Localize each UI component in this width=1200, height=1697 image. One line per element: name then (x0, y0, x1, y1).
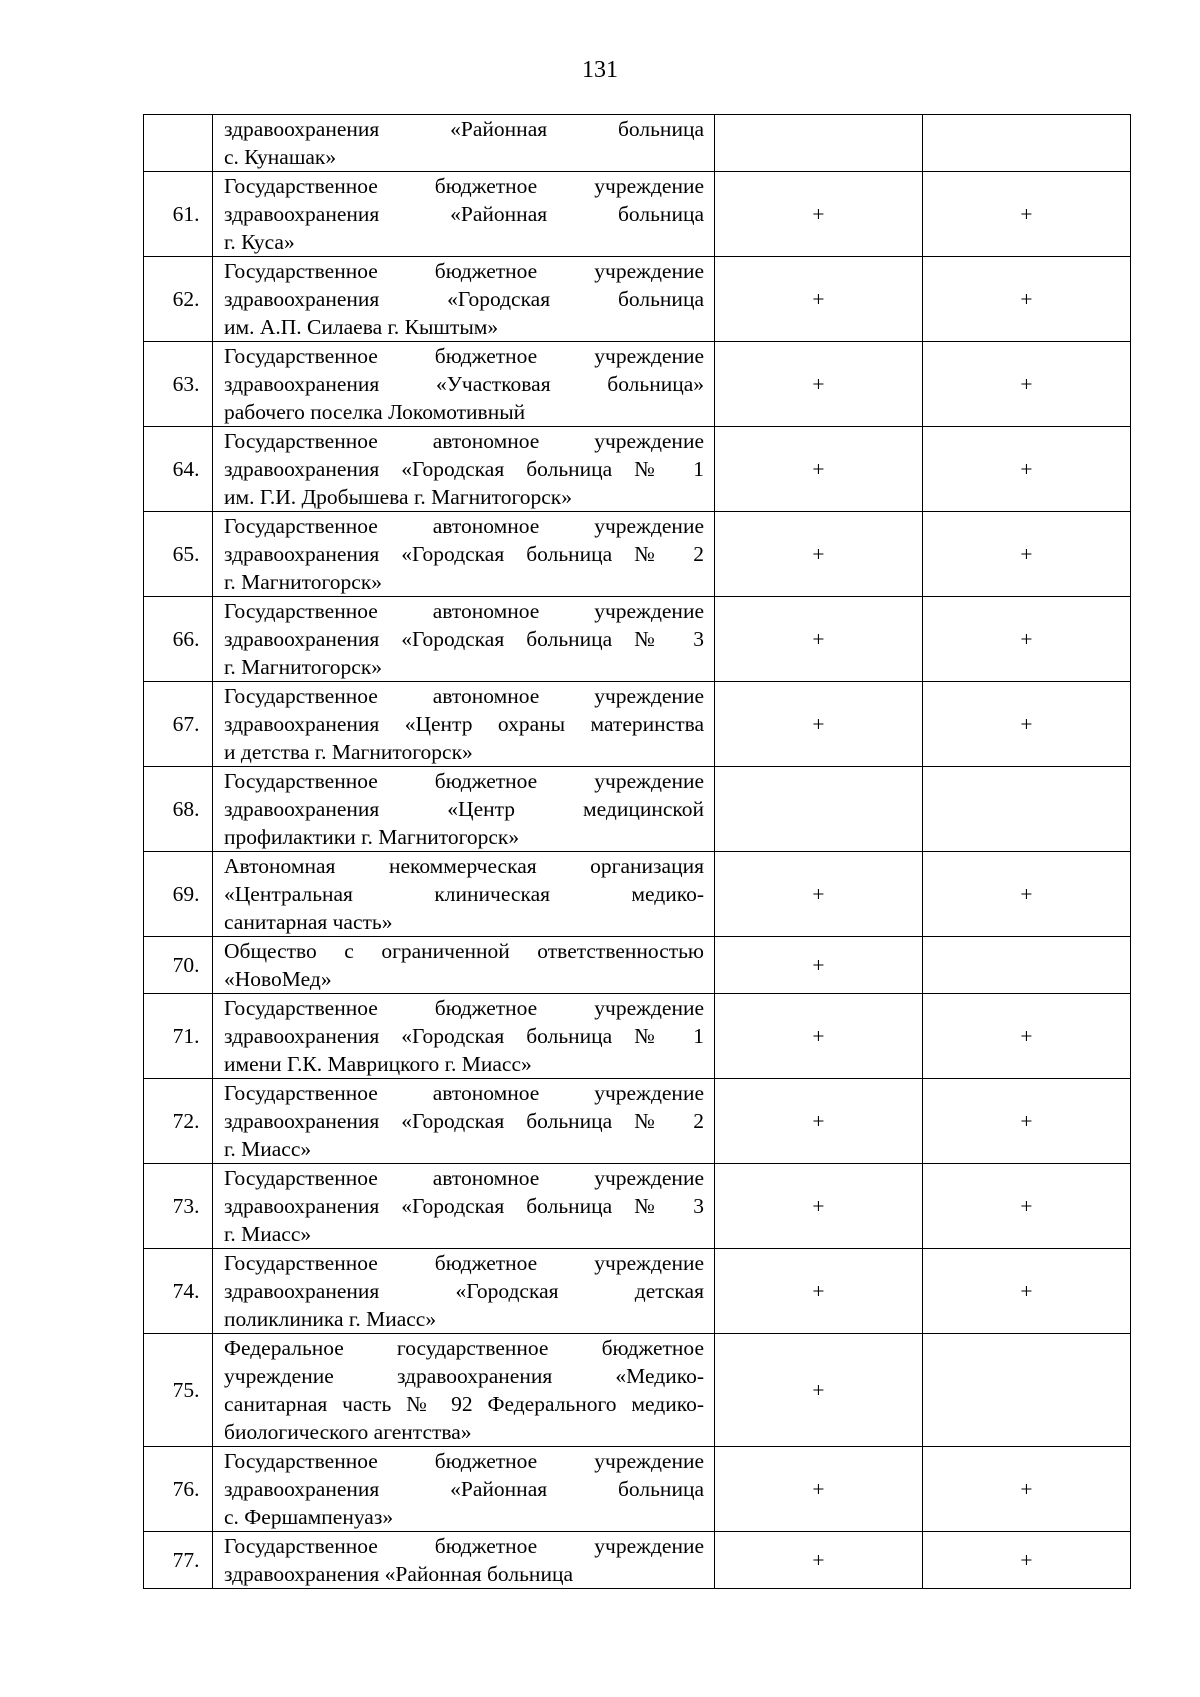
mark-column-2: + (923, 852, 1131, 937)
institution-name-line: здравоохранения «Городская больница № 3 (224, 1194, 704, 1218)
institution-name-line: учреждение здравоохранения «Медико- (224, 1364, 704, 1388)
institution-name-line: Государственное бюджетное учреждение (224, 1251, 704, 1275)
row-number: 61. (144, 172, 213, 257)
institution-name-line: Государственное бюджетное учреждение (224, 1449, 704, 1473)
institution-name-line: Государственное бюджетное учреждение (224, 1534, 704, 1558)
mark-column-2: + (923, 597, 1131, 682)
institution-name (213, 994, 715, 1079)
institution-name-line: здравоохранения «Городская больница № 1 (224, 1024, 704, 1048)
mark-column-1: + (715, 852, 923, 937)
institution-name-line: с. Кунашак» (224, 145, 337, 169)
institution-name-line: здравоохранения «Городская больница (224, 287, 704, 311)
institution-name-line: г. Миасс» (224, 1222, 312, 1246)
institution-name (213, 682, 715, 767)
institution-name-line: и детства г. Магнитогорск» (224, 740, 473, 764)
mark-column-1: + (715, 1164, 923, 1249)
institution-name (213, 172, 715, 257)
row-number: 62. (144, 257, 213, 342)
institution-name-line: Государственное бюджетное учреждение (224, 344, 704, 368)
institution-name (213, 852, 715, 937)
institution-name (213, 115, 715, 172)
institution-name-line: здравоохранения «Районная больница (224, 202, 704, 226)
institution-name-line: здравоохранения «Городская детская (224, 1279, 704, 1303)
institution-name (213, 1249, 715, 1334)
institution-name-line: с. Фершампенуаз» (224, 1505, 394, 1529)
institution-name (213, 1532, 715, 1589)
institution-name (213, 597, 715, 682)
institution-name-line: Государственное автономное учреждение (224, 684, 704, 708)
institution-name (213, 427, 715, 512)
institution-name-line: Государственное автономное учреждение (224, 1081, 704, 1105)
institution-name-line: здравоохранения «Центр медицинской (224, 797, 704, 821)
mark-column-1 (715, 767, 923, 852)
mark-column-2: + (923, 682, 1131, 767)
row-number: 63. (144, 342, 213, 427)
table-row (144, 172, 1131, 257)
institution-name-line: здравоохранения «Центр охраны материнства (224, 712, 704, 736)
institution-name-line: поликлиника г. Миасс» (224, 1307, 437, 1331)
table-row (144, 682, 1131, 767)
institution-name (213, 1164, 715, 1249)
institution-name-line: имени Г.К. Маврицкого г. Миасс» (224, 1052, 532, 1076)
institution-name (213, 1334, 715, 1447)
mark-column-2 (923, 767, 1131, 852)
table-row (144, 937, 1131, 994)
table-row (144, 257, 1131, 342)
mark-column-1: + (715, 597, 923, 682)
row-number: 68. (144, 767, 213, 852)
table-row (144, 1447, 1131, 1532)
mark-column-2: + (923, 172, 1131, 257)
institution-name-line: Общество с ограниченной ответственностью (224, 939, 704, 963)
institution-name-line: санитарная часть № 92 Федерального медико- (224, 1392, 704, 1416)
institution-name (213, 937, 715, 994)
row-number: 72. (144, 1079, 213, 1164)
table-row (144, 1532, 1131, 1589)
table-row (144, 512, 1131, 597)
mark-column-2: + (923, 1249, 1131, 1334)
mark-column-1: + (715, 1079, 923, 1164)
institution-name-line: здравоохранения «Городская больница № 1 (224, 457, 704, 481)
table-row (144, 767, 1131, 852)
mark-column-1: + (715, 512, 923, 597)
institution-name-line: «Центральная клиническая медико- (224, 882, 704, 906)
table-row (144, 994, 1131, 1079)
row-number: 65. (144, 512, 213, 597)
row-number: 73. (144, 1164, 213, 1249)
row-number: 75. (144, 1334, 213, 1447)
row-number (144, 115, 213, 172)
institution-name (213, 257, 715, 342)
institution-name (213, 342, 715, 427)
institution-name-line: здравоохранения «Районная больница (224, 1562, 573, 1586)
institutions-table (143, 114, 1131, 1589)
institution-name-line: здравоохранения «Участковая больница» (224, 372, 704, 396)
mark-column-2 (923, 937, 1131, 994)
mark-column-1: + (715, 1334, 923, 1447)
row-number: 66. (144, 597, 213, 682)
institution-name-line: санитарная часть» (224, 910, 393, 934)
mark-column-2: + (923, 1079, 1131, 1164)
institution-name-line: Государственное автономное учреждение (224, 514, 704, 538)
institution-name-line: г. Магнитогорск» (224, 570, 383, 594)
mark-column-1: + (715, 1447, 923, 1532)
table-row (144, 597, 1131, 682)
institution-name (213, 1447, 715, 1532)
institution-name (213, 1079, 715, 1164)
page-number: 131 (582, 57, 618, 83)
institution-name-line: профилактики г. Магнитогорск» (224, 825, 520, 849)
mark-column-1 (715, 115, 923, 172)
mark-column-2: + (923, 512, 1131, 597)
mark-column-2 (923, 1334, 1131, 1447)
institution-name-line: рабочего поселка Локомотивный (224, 400, 526, 424)
row-number: 64. (144, 427, 213, 512)
institution-name-line: Автономная некоммерческая организация (224, 854, 704, 878)
row-number: 70. (144, 937, 213, 994)
table-row (144, 342, 1131, 427)
institution-name (213, 767, 715, 852)
institution-name-line: Государственное автономное учреждение (224, 1166, 704, 1190)
row-number: 76. (144, 1447, 213, 1532)
institution-name-line: здравоохранения «Городская больница № 2 (224, 542, 704, 566)
table-row (144, 1334, 1131, 1447)
table-row (144, 1249, 1131, 1334)
table-row (144, 115, 1131, 172)
row-number: 74. (144, 1249, 213, 1334)
mark-column-1: + (715, 342, 923, 427)
institution-name (213, 512, 715, 597)
row-number: 67. (144, 682, 213, 767)
institution-name-line: Государственное бюджетное учреждение (224, 996, 704, 1020)
institution-name-line: здравоохранения «Районная больница (224, 1477, 704, 1501)
institution-name-line: г. Миасс» (224, 1137, 312, 1161)
mark-column-1: + (715, 427, 923, 512)
institution-name-line: им. Г.И. Дробышева г. Магнитогорск» (224, 485, 572, 509)
institution-name-line: г. Магнитогорск» (224, 655, 383, 679)
table-row (144, 427, 1131, 512)
mark-column-1: + (715, 1249, 923, 1334)
institution-name-line: Государственное автономное учреждение (224, 429, 704, 453)
mark-column-1: + (715, 937, 923, 994)
institution-name-line: Государственное бюджетное учреждение (224, 259, 704, 283)
institution-name-line: Государственное бюджетное учреждение (224, 769, 704, 793)
table-body (144, 115, 1131, 1589)
mark-column-1: + (715, 1532, 923, 1589)
mark-column-2 (923, 115, 1131, 172)
mark-column-2: + (923, 1532, 1131, 1589)
table-row (144, 852, 1131, 937)
institution-name-line: здравоохранения «Городская больница № 3 (224, 627, 704, 651)
mark-column-2: + (923, 342, 1131, 427)
mark-column-2: + (923, 257, 1131, 342)
institution-name-line: Федеральное государственное бюджетное (224, 1336, 704, 1360)
institution-name-line: г. Куса» (224, 230, 295, 254)
mark-column-1: + (715, 994, 923, 1079)
institution-name-line: здравоохранения «Районная больница (224, 117, 704, 141)
row-number: 69. (144, 852, 213, 937)
row-number: 71. (144, 994, 213, 1079)
mark-column-2: + (923, 994, 1131, 1079)
institution-name-line: Государственное автономное учреждение (224, 599, 704, 623)
table-row (144, 1079, 1131, 1164)
mark-column-2: + (923, 1447, 1131, 1532)
institution-name-line: Государственное бюджетное учреждение (224, 174, 704, 198)
row-number: 77. (144, 1532, 213, 1589)
table-row (144, 1164, 1131, 1249)
mark-column-1: + (715, 682, 923, 767)
institution-name-line: «НовоМед» (224, 967, 332, 991)
institution-name-line: биологического агентства» (224, 1420, 472, 1444)
mark-column-1: + (715, 172, 923, 257)
institution-name-line: им. А.П. Силаева г. Кыштым» (224, 315, 499, 339)
mark-column-2: + (923, 1164, 1131, 1249)
mark-column-2: + (923, 427, 1131, 512)
institution-name-line: здравоохранения «Городская больница № 2 (224, 1109, 704, 1133)
mark-column-1: + (715, 257, 923, 342)
